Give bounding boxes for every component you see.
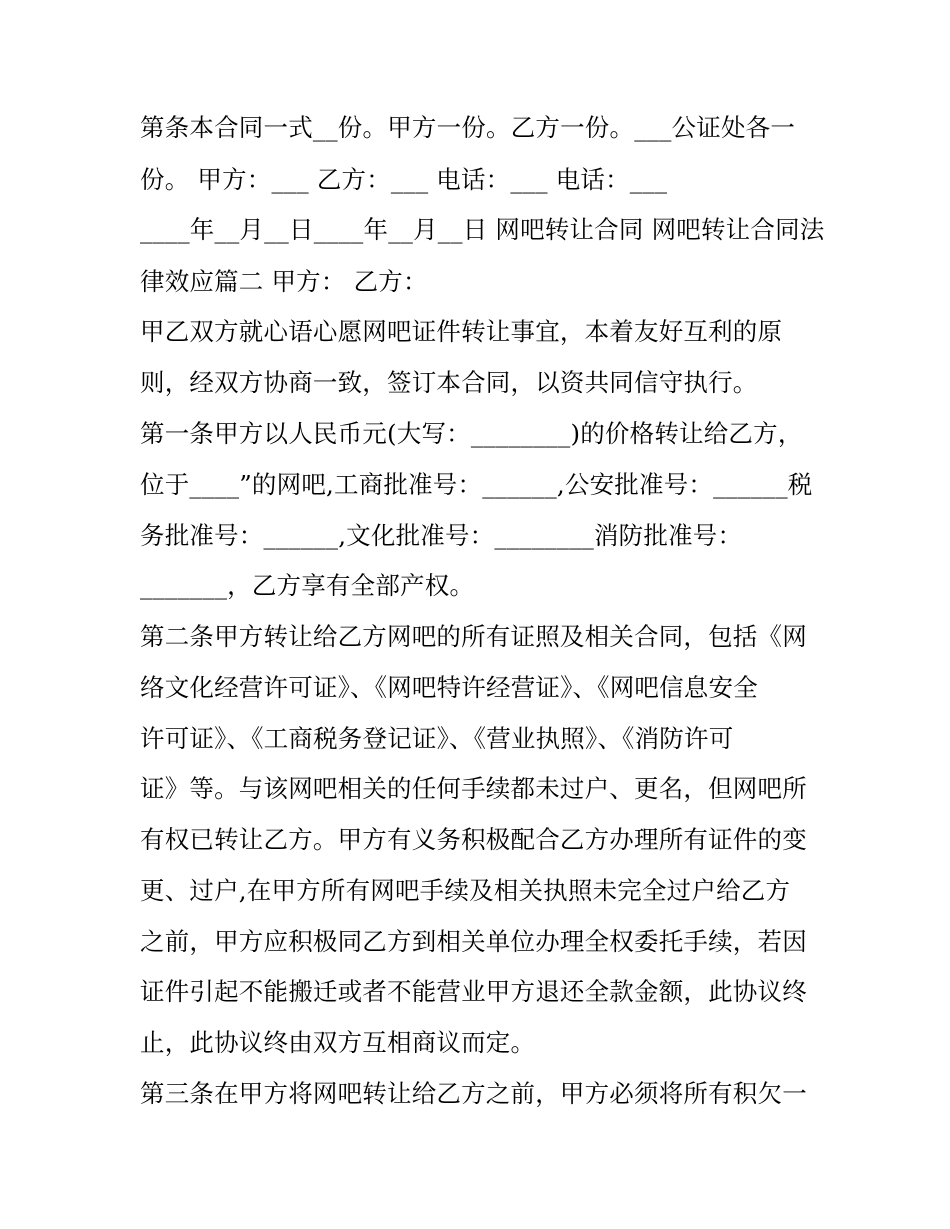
text-line: 证件引起不能搬迁或者不能营业甲方退还全款金额，此协议终 (140, 977, 807, 1006)
text-line: 位于____”的网吧,工商批准号：______,公安批准号：______税 (140, 470, 813, 499)
text-line: 则，经双方协商一致，签订本合同，以资共同信守执行。 (140, 368, 758, 397)
text-line: 之前，甲方应积极同乙方到相关单位办理全权委托手续，若因 (140, 927, 807, 956)
text-line: ____年__月__日____年__月__日 网吧转让合同 网吧转让合同法 (140, 215, 825, 244)
text-line: 许可证》、《工商税务登记证》、《营业执照》、《消防许可 (140, 724, 734, 753)
text-line: 第三条在甲方将网吧转让给乙方之前，甲方必须将所有积欠一 (140, 1079, 807, 1108)
text-line: 更、过户,在甲方所有网吧手续及相关执照未完全过户给乙方 (140, 876, 791, 905)
text-line: 络文化经营许可证》、《网吧特许经营证》、《网吧信息安全 (140, 673, 758, 702)
text-line: 第条本合同一式__份。甲方一份。乙方一份。___公证处各一 (140, 113, 796, 142)
text-line: 止，此协议终由双方互相商议而定。 (140, 1028, 536, 1057)
text-line: 份。 甲方：___ 乙方：___ 电话：___ 电话：___ (140, 165, 668, 194)
text-line: _______，乙方享有全部产权。 (140, 571, 475, 600)
text-line: 第一条甲方以人民币元(大写：________)的价格转让给乙方， (140, 419, 803, 448)
text-line: 甲乙双方就心语心愿网吧证件转让事宜，本着友好互利的原 (140, 317, 783, 346)
text-line: 第二条甲方转让给乙方网吧的所有证照及相关合同，包括《网 (140, 622, 807, 651)
text-line: 有权已转让乙方。甲方有义务积极配合乙方办理所有证件的变 (140, 825, 807, 854)
text-line: 务批准号：______,文化批准号：________消防批准号： (140, 521, 743, 550)
text-line: 律效应篇二 甲方： 乙方： (140, 267, 428, 296)
text-line: 证》等。与该网吧相关的任何手续都未过户、更名，但网吧所 (140, 774, 807, 803)
